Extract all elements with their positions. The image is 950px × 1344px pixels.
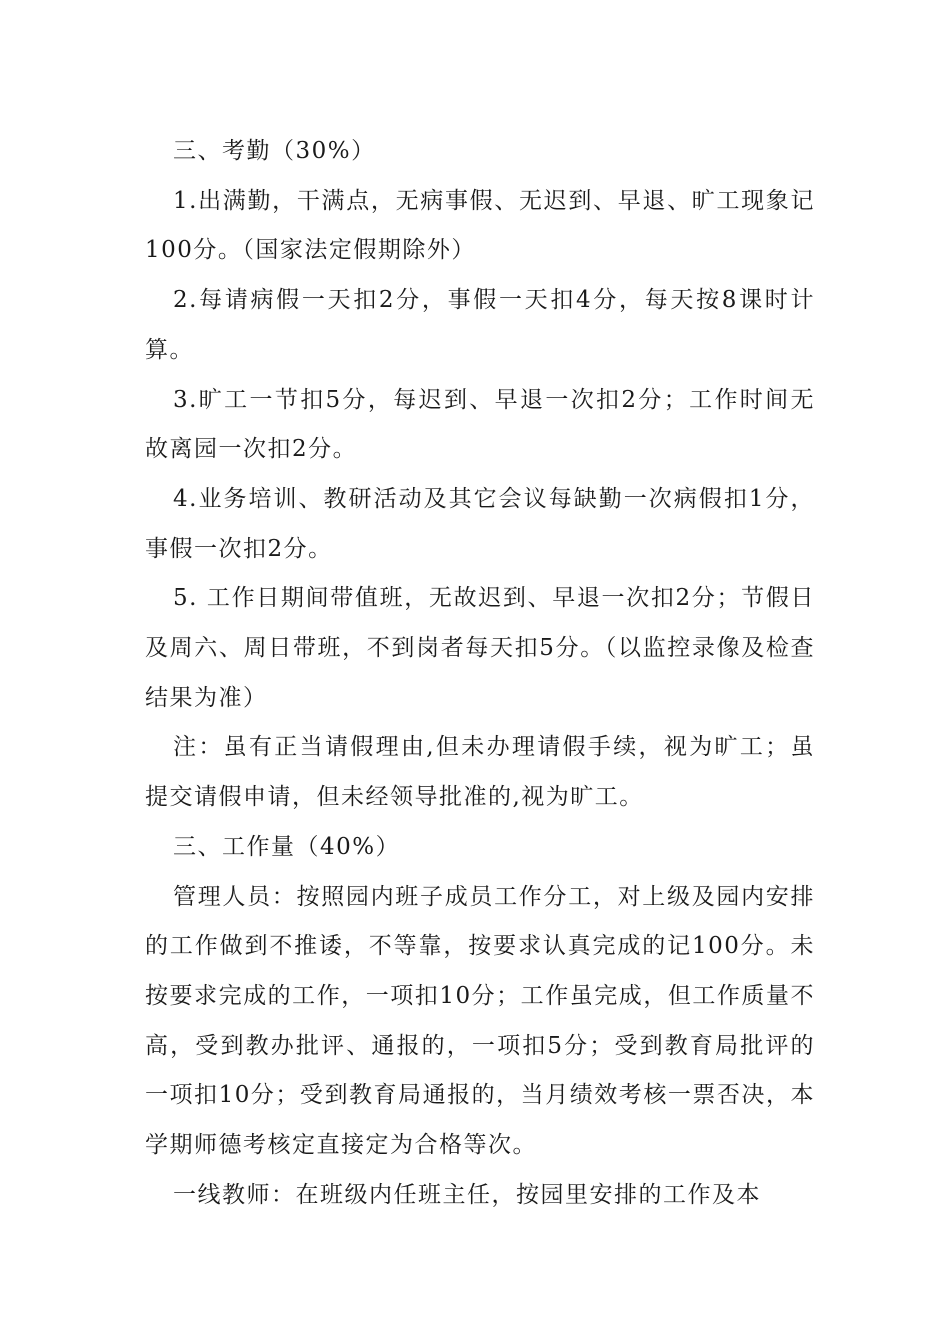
rule-item-1: 1.出满勤，干满点，无病事假、无迟到、早退、旷工现象记100分。（国家法定假期除外） [145,187,815,264]
frontline-teacher-paragraph: 一线教师：在班级内任班主任，按园里安排的工作及本 [173,1181,761,1208]
section-heading-attendance: 三、考勤（30%） [173,138,376,164]
note-paragraph: 注：虽有正当请假理由,但未办理请假手续，视为旷工；虽提交请假申请，但未经领导批准的,视为旷工。 [145,734,815,811]
rule-item-2: 2.每请病假一天扣2分，事假一天扣4分，每天按8课时计算。 [145,287,815,363]
rule-item-4: 4.业务培训、教研活动及其它会议每缺勤一次病假扣1分，事假一次扣2分。 [145,485,815,562]
section-heading-workload: 三、工作量（40%） [173,833,401,860]
document-body [145,127,815,1220]
rule-item-3: 3.旷工一节扣5分，每迟到、早退一次扣2分；工作时间无故离园一次扣2分。 [145,386,815,463]
management-staff-paragraph: 管理人员：按照园内班子成员工作分工，对上级及园内安排的工作做到不推诿，不等靠，按要求认真完成的记100分。未按要求完成的工作，一项扣10分；工作虽完成，但工作质量不高，受到教办批评、通报的，一项扣5分；受到教育局批评的一项扣10分；受到教育局通报的，当月绩效考核一票否决，本学期师德考核定直接定为合格等次。 [145,883,815,1159]
rule-item-5: 5. 工作日期间带值班，无故迟到、早退一次扣2分；节假日及周六、周日带班，不到岗者每天扣5分。（以监控录像及检查结果为准） [145,585,815,711]
